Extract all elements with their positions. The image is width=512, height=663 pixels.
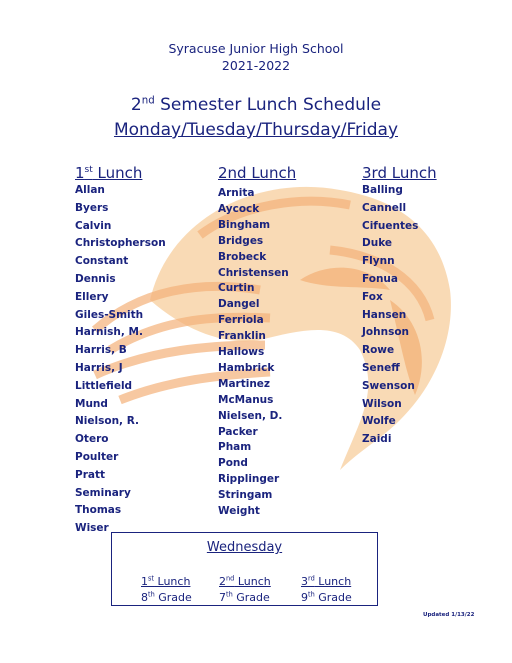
lunch1-name: Mund <box>75 397 108 410</box>
lunch3-name: Johnson <box>362 326 410 339</box>
lunch1-name: Littlefield <box>75 379 133 392</box>
lunch1-name: Harris, J <box>75 362 123 374</box>
wed-lunch3-ordinal: 3 <box>301 575 308 588</box>
lunch1-name: Harnish, M. <box>75 326 143 339</box>
wednesday-title: Wednesday <box>206 540 283 555</box>
lunch1-name: Harris, B <box>75 344 127 357</box>
wed-lunch3-text: Lunch <box>314 575 352 588</box>
lunch2-name: Martinez <box>218 377 271 390</box>
wed-lunch3-label <box>301 575 351 589</box>
lunch2-name: Franklin <box>218 330 266 343</box>
lunch2-name: Aycock <box>218 202 260 215</box>
wed-lunch2-label <box>219 575 271 589</box>
lunch2-heading: 2nd Lunch <box>218 164 297 182</box>
lunch1-name: Pratt <box>75 468 105 481</box>
lunch2-name: Pham <box>218 441 252 454</box>
wed-grade3-text: Grade <box>314 591 352 604</box>
page-title <box>0 94 512 116</box>
lunch2-name: Curtin <box>218 282 255 295</box>
lunch3-name: Rowe <box>362 344 395 357</box>
lunch1-name: Allan <box>75 184 105 196</box>
title-ordinal: 2 <box>130 95 142 115</box>
lunch1-name: Seminary <box>75 486 131 499</box>
wed-lunch1-suffix: st <box>148 574 155 583</box>
lunch1-name: Thomas <box>75 504 122 517</box>
lunch3-heading: 3rd Lunch <box>362 164 437 182</box>
lunch3-name: Wolfe <box>362 415 396 428</box>
lunch1-ordinal: 1 <box>75 164 85 182</box>
lunch2-name: Pond <box>218 457 248 470</box>
lunch2-name: Arnita <box>218 187 255 199</box>
lunch1-name: Nielson, R. <box>75 415 139 428</box>
lunch3-name: Cifuentes <box>362 219 419 232</box>
lunch3-name: Swenson <box>362 379 415 392</box>
lunch2-name: Nielsen, D. <box>218 409 283 422</box>
lunch3-name: Hansen <box>362 308 407 321</box>
wed-lunch2-ordinal: 2 <box>219 575 226 588</box>
lunch3-name: Zaidi <box>362 433 392 446</box>
lunch1-name: Byers <box>75 201 109 214</box>
wed-lunch1-text: Lunch <box>154 575 191 588</box>
lunch1-name: Christopherson <box>75 237 166 250</box>
wed-grade2-ordinal: 7 <box>219 591 226 604</box>
lunch3-name: Duke <box>362 237 393 250</box>
lunch1-suffix: st <box>84 165 93 175</box>
wed-grade1-suffix: th <box>148 590 155 599</box>
school-year: 2021-2022 <box>221 58 291 73</box>
wed-lunch2-suffix: nd <box>226 574 235 583</box>
days-subtitle: Monday/Tuesday/Thursday/Friday <box>113 120 399 140</box>
wed-grade3-ordinal: 9 <box>301 591 308 604</box>
lunch1-name: Dennis <box>75 273 116 285</box>
wed-grade1-text: Grade <box>154 591 192 604</box>
lunch2-name: Brobeck <box>218 250 267 263</box>
lunch2-name: Ferriola <box>218 314 264 327</box>
wed-grade3 <box>301 591 352 605</box>
lunch2-name: McManus <box>218 393 274 406</box>
lunch3-name: Seneff <box>362 362 400 374</box>
lunch2-name: Ripplinger <box>218 473 280 486</box>
lunch3-name: Wilson <box>362 397 402 410</box>
lunch3-name: Balling <box>362 184 403 196</box>
lunch2-name: Bridges <box>218 234 264 247</box>
wed-grade1 <box>141 591 192 605</box>
wed-lunch3-suffix: rd <box>308 574 315 583</box>
wed-grade3-suffix: th <box>308 590 315 599</box>
wed-grade1-ordinal: 8 <box>141 591 148 604</box>
lunch2-name: Hambrick <box>218 361 275 374</box>
lunch3-name: Fonua <box>362 273 398 285</box>
wed-lunch1-ordinal: 1 <box>141 575 148 588</box>
wed-grade2 <box>219 591 270 605</box>
lunch2-name: Weight <box>218 505 260 517</box>
lunch1-heading <box>75 163 142 183</box>
lunch1-name: Wiser <box>75 522 109 535</box>
title-suffix: nd <box>141 95 155 107</box>
school-name: Syracuse Junior High School <box>168 41 344 56</box>
lunch2-name: Bingham <box>218 218 271 231</box>
lunch1-name: Constant <box>75 255 129 268</box>
lunch3-name: Cannell <box>362 201 407 214</box>
lunch1-name: Giles-Smith <box>75 308 144 321</box>
lunch1-name: Otero <box>75 433 109 446</box>
wed-lunch1-label <box>141 575 190 589</box>
lunch2-name: Hallows <box>218 346 265 358</box>
lunch3-name: Flynn <box>362 255 395 268</box>
lunch1-name: Poulter <box>75 451 119 463</box>
title-text: Semester Lunch Schedule <box>154 95 382 115</box>
lunch3-name: Fox <box>362 290 383 303</box>
lunch1-name: Calvin <box>75 219 112 232</box>
wed-lunch2-text: Lunch <box>234 575 271 588</box>
wednesday-box <box>111 532 378 606</box>
wed-grade2-text: Grade <box>232 591 270 604</box>
wed-grade2-suffix: th <box>226 590 233 599</box>
lunch2-name: Stringam <box>218 489 273 502</box>
lunch2-name: Dangel <box>218 298 260 311</box>
lunch2-name: Packer <box>218 425 258 438</box>
lunch2-name: Christensen <box>218 266 289 279</box>
updated-note: Updated 1/13/22 <box>423 612 475 618</box>
lunch1-heading-text: Lunch <box>92 164 143 182</box>
lunch1-name: Ellery <box>75 290 109 303</box>
